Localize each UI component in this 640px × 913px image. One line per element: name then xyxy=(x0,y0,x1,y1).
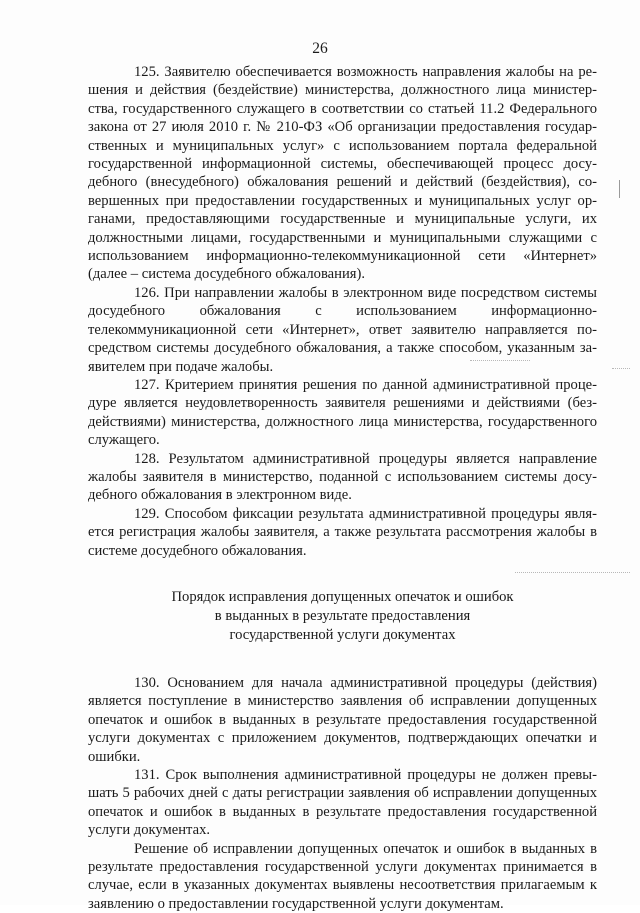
scan-artifact xyxy=(470,360,530,361)
paragraph-130: 130. Основанием для начала административной процедуры (действия) является поступление в министерство заявления об исправлении допущенных опечаток и ошибок в выданных в результате предоставления государственной услуги документах с приложением документов, подтверждающих опечатки и ошибки. xyxy=(88,674,597,765)
paragraph-127: 127. Критерием принятия решения по данной административной процедуре является неудовлетворенность заявителя решениями и действиями (бездействиями) министерства, должностного лица министерства, государственного служащего. xyxy=(88,376,597,449)
section-heading-line-3: государственной услуги документах xyxy=(229,626,456,643)
paragraph-125: 125. Заявителю обеспечивается возможность направления жалобы на решения и действия (бездействие) министерства, должностного лица министерства, государственного служащего в соответствии со статьей 11.2 Федерального закона от 27 июля 2010 г. № 210-ФЗ «Об организации предоставления государственных и муниципальных услуг» с использованием портала федеральной государственной информационной системы, обеспечивающей процесс досудебного (внесудебного) обжалования решений и действий (бездействия), совершенных при предоставлении государственных и муниципальных услуг органами, предоставляющими государственные и муниципальные услуги, их должностными лицами, государственными и муниципальными служащими с использованием информационно-телекоммуникационной сети «Интернет» (далее – система досудебного обжалования). xyxy=(88,64,597,283)
section-heading-line-2: в выданных в результате предоставления xyxy=(214,607,471,624)
document-body xyxy=(88,63,597,913)
paragraph-131: 131. Срок выполнения административной процедуры не должен превышать 5 рабочих дней с даты регистрации заявления об исправлении допущенных опечаток и ошибок в выданных в результате предоставления государственной услуги документах. xyxy=(88,767,597,839)
paragraph-128: 128. Результатом административной процедуры является направление жалобы заявителя в министерство, поданной с использованием системы досудебного обжалования в электронном виде. xyxy=(88,450,597,504)
section-heading-line-1: Порядок исправления допущенных опечаток и ошибок xyxy=(171,588,514,605)
page-number: 26 xyxy=(312,40,328,57)
paragraph-decision: Решение об исправлении допущенных опечаток и ошибок в выданных в результате предоставления государственной услуги документах принимается в случае, если в указанных документах выявлены несоответствия прилагаемым к заявлению о предоставлении государственной услуги документам. xyxy=(88,840,597,912)
scan-artifact xyxy=(612,368,630,369)
section-heading xyxy=(88,588,597,645)
scan-artifact xyxy=(619,180,620,198)
paragraph-129: 129. Способом фиксации результата административной процедуры является регистрация жалобы заявителя, а также результата рассмотрения жалобы в системе досудебного обжалования. xyxy=(88,505,597,559)
paragraph-126: 126. При направлении жалобы в электронном виде посредством системы досудебного обжалования с использованием информационно-телекоммуникационной сети «Интернет», ответ заявителю направляется посредством системы досудебного обжалования, а также способом, указанным заявителем при подаче жалобы. xyxy=(88,284,597,375)
scan-artifact xyxy=(515,572,630,573)
